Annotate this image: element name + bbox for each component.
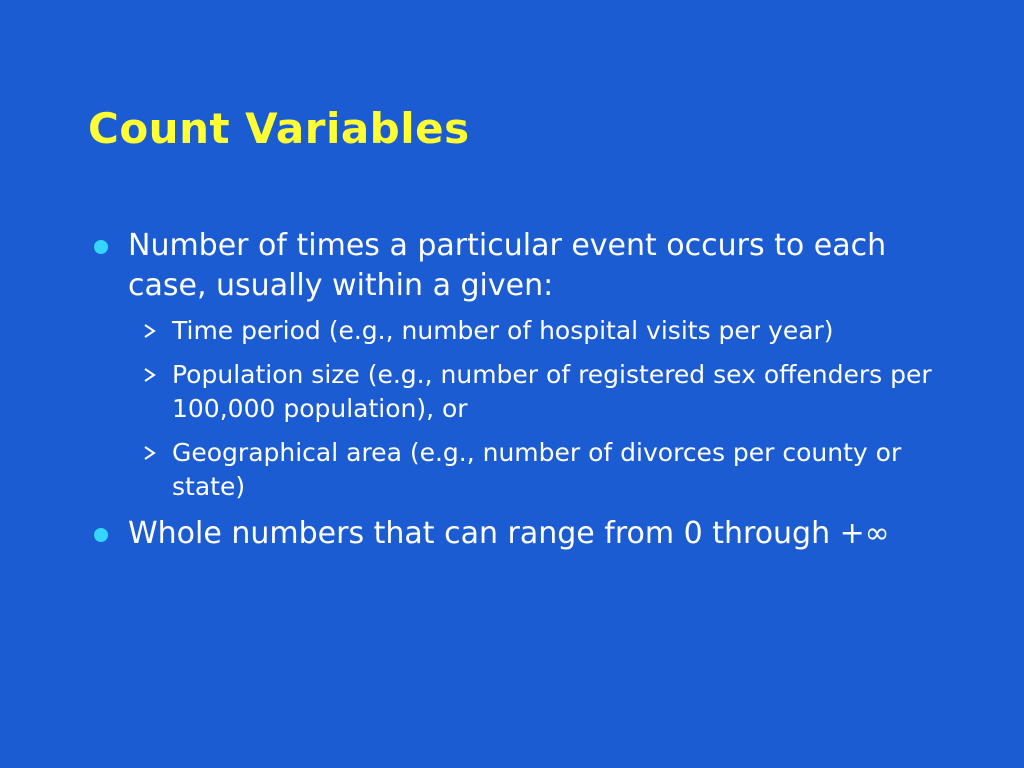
sub-bullet-text: Population size (e.g., number of registered sex offenders per 100,000 population), or [172,360,932,423]
circle-bullet-icon [94,528,108,542]
bullet-text: Number of times a particular event occurs to each case, usually within a given: [128,228,887,303]
arrowhead-bullet-icon [142,358,166,392]
circle-bullet-icon [94,240,108,254]
sub-bullet-text: Geographical area (e.g., number of divorces per county or state) [172,438,902,501]
sub-bullet-list [88,314,968,504]
sub-bullet-item [128,314,968,348]
slide-content [88,226,968,562]
bullet-text: Whole numbers that can range from 0 through +∞ [128,516,890,551]
sub-bullet-item [128,436,968,504]
arrowhead-bullet-icon [142,436,166,470]
bullet-item [88,514,968,554]
sub-bullet-item [128,358,968,426]
sub-bullet-text: Time period (e.g., number of hospital visits per year) [172,316,834,345]
arrowhead-bullet-icon [142,314,166,348]
slide-title: Count Variables [88,104,470,153]
bullet-item [88,226,968,306]
